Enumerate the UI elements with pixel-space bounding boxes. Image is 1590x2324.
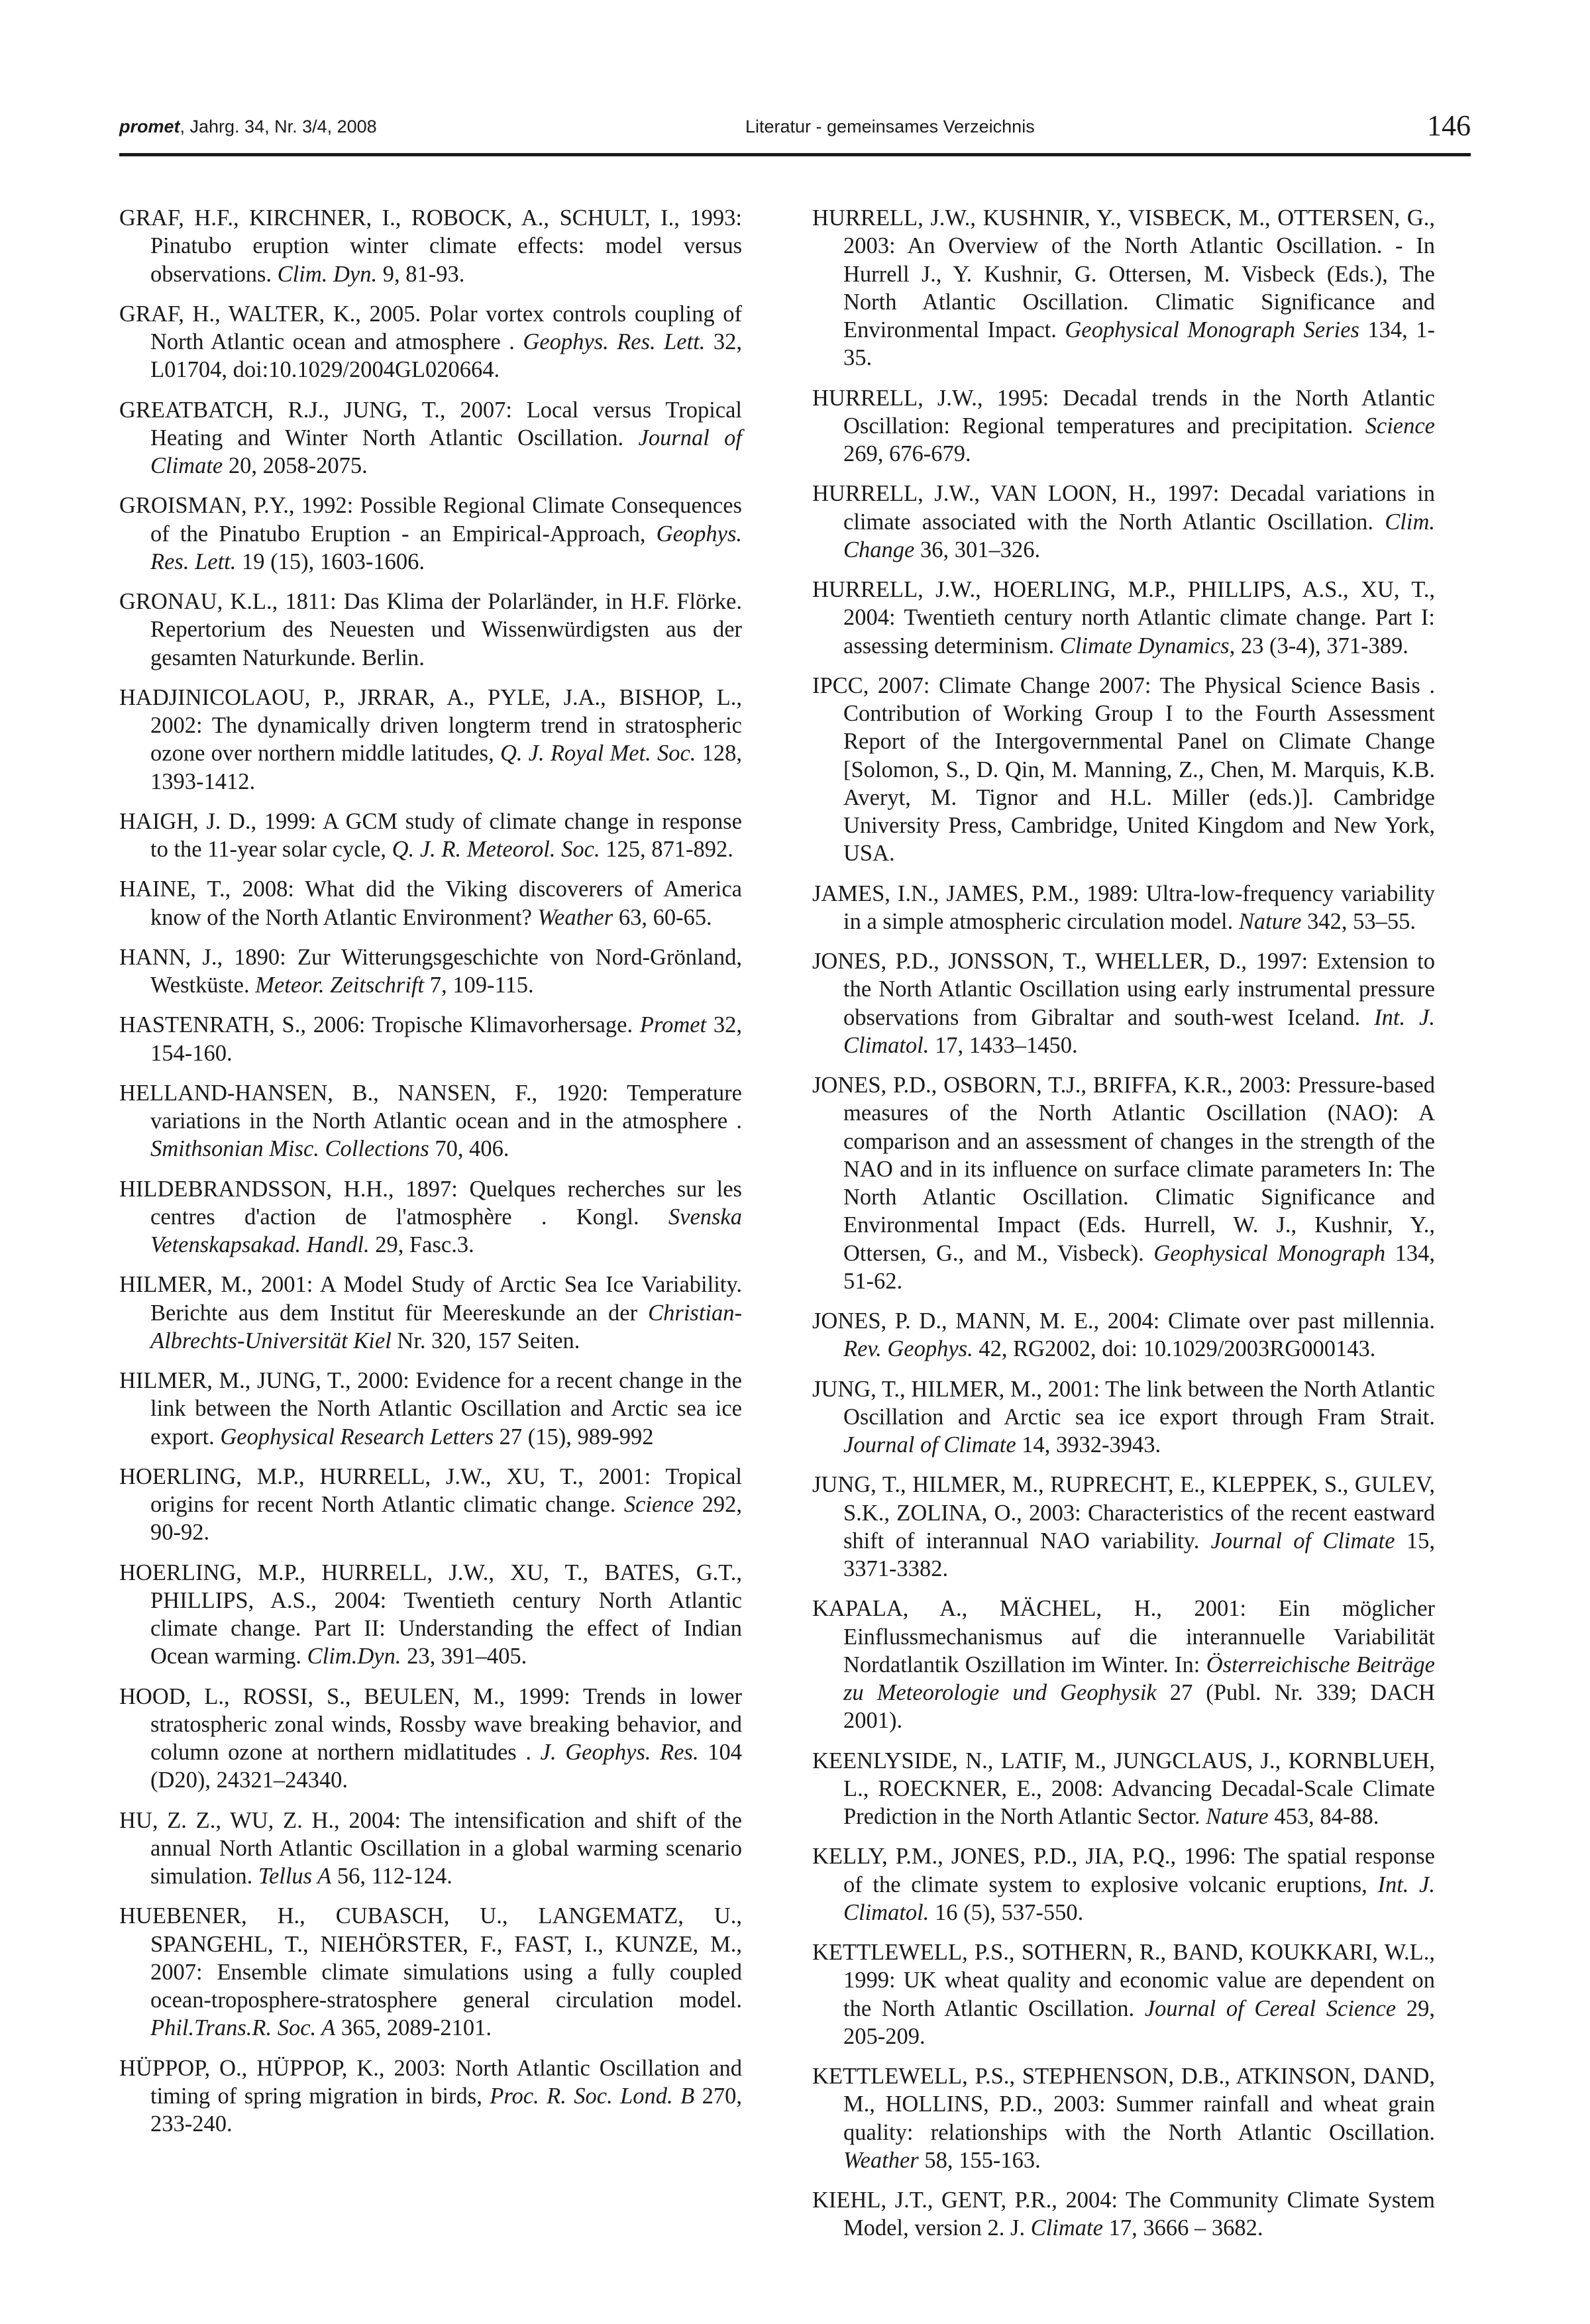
reference-entry [812,2186,1435,2243]
reference-volume-pages: 29, Fasc.3. [369,1232,474,1257]
journal-info [119,117,377,137]
reference-source: Smithsonian Misc. Collections [150,1136,429,1162]
reference-volume-pages: 270, 233-240. [150,2083,743,2137]
reference-source: Science [1365,413,1435,439]
journal-brand: promet [119,117,180,136]
reference-source: Proc. R. Soc. Lond. B [490,2083,695,2109]
reference-entry [119,943,742,1000]
reference-volume-pages: 32, 154-160. [150,1012,743,1066]
reference-source: Int. J. Climatol. [843,1004,1435,1058]
reference-volume-pages: 27 (Publ. Nr. 339; DACH 2001). [843,1680,1435,1734]
reference-volume-pages: 134, 51-62. [843,1240,1436,1294]
reference-entry [119,1011,742,1067]
reference-volume-pages: 56, 112-124. [331,1864,452,1889]
reference-text: GRAF, H., WALTER, K., 2005. Polar vortex controls coupling of North Atlantic ocean and atmosphere . [119,301,742,354]
reference-source: Int. J. Climatol. [843,1872,1435,1925]
reference-volume-pages: 16 (5), 537-550. [929,1899,1084,1925]
reference-text: HURRELL, J.W., KUSHNIR, Y., VISBECK, M., OTTERSEN, G., 2003: An Overview of the North Atlantic Oscillation. - In Hurrell J., Y. Kushnir, G. Ottersen, M. Visbeck (Eds.), The North Atlantic Oscillation. Climatic Significance and Environmental Impact. [812,205,1435,343]
reference-source: Nature [1238,908,1302,934]
reference-entry [812,1938,1435,2050]
reference-volume-pages: 134, 1-35. [843,317,1435,371]
reference-text: JONES, P. D., MANN, M. E., 2004: Climate over past millennia. [812,1308,1435,1334]
reference-volume-pages: 453, 84-88. [1268,1804,1379,1829]
reference-text: JONES, P.D., OSBORN, T.J., BRIFFA, K.R., 2003: Pressure-based measures of the North Atlantic Oscillation (NAO): A comparison and an assessment of changes in the strength of the NAO and in its influence on surface climate parameters In: The North Atlantic Oscillation. Climatic Significance and Environmental Impact (Eds. Hurrell, W. J., Kushnir, Y., Ottersen, G., and M., Visbeck). [812,1073,1435,1266]
reference-volume-pages: 104 (D20), 24321–24340. [150,1740,742,1793]
reference-volume-pages: 15, 3371-3382. [843,1528,1436,1581]
reference-source: Promet [639,1012,707,1038]
reference-text: GREATBATCH, R.J., JUNG, T., 2007: Local versus Tropical Heating and Winter North Atlantic Oscillation. [119,397,742,450]
reference-volume-pages: 292, 90-92. [150,1492,743,1546]
reference-volume-pages: 42, RG2002, doi: 10.1029/2003RG000143. [973,1336,1376,1362]
reference-source: Climate [1030,2215,1103,2241]
reference-text: KEENLYSIDE, N., LATIF, M., JUNGCLAUS, J., KORNBLUEH, L., ROECKNER, E., 2008: Advancing Decadal-Scale Climate Prediction in the North Atlantic Sector. [812,1748,1435,1829]
reference-entry [812,672,1435,868]
reference-volume-pages: , 23 (3-4), 371-389. [1229,633,1408,659]
reference-entry [812,947,1435,1059]
reference-text: HADJINICOLAOU, P., JRRAR, A., PYLE, J.A., BISHOP, L., 2002: The dynamically driven longterm trend in stratospheric ozone over northern middle latitudes, [119,684,742,766]
reference-source: Tellus A [258,1864,332,1889]
reference-entry [119,1079,742,1163]
reference-text: HASTENRATH, S., 2006: Tropische Klimavorhersage. [119,1012,640,1038]
reference-text: HANN, J., 1890: Zur Witterungsgeschichte von Nord-Grönland, Westküste. [119,944,742,998]
reference-text: HAINE, T., 2008: What did the Viking discoverers of America know of the North Atlantic Environment? [119,876,742,930]
reference-volume-pages: 9, 81-93. [377,261,465,287]
reference-text: KIEHL, J.T., GENT, P.R., 2004: The Community Climate System Model, version 2. J. [812,2188,1435,2241]
reference-entry [119,396,742,480]
reference-text: HURRELL, J.W., 1995: Decadal trends in the North Atlantic Oscillation: Regional temperatures and precipitation. [812,385,1435,439]
reference-volume-pages: 32, L01704, doi:10.1029/2004GL020664. [150,329,743,383]
section-title: Literatur - gemeinsames Verzeichnis [745,117,1035,136]
reference-text: HUEBENER, H., CUBASCH, U., LANGEMATZ, U., SPANGEHL, T., NIEHÖRSTER, F., FAST, I., KUNZE, M., 2007: Ensemble climate simulations using a fully coupled ocean-troposphere-stratosphere general circulation model. [119,1903,742,2013]
reference-volume-pages: 17, 3666 – 3682. [1102,2215,1263,2241]
reference-text: HÜPPOP, O., HÜPPOP, K., 2003: North Atlantic Oscillation and timing of spring migration in birds, [119,2055,742,2109]
reference-entry [119,300,742,384]
reference-volume-pages: 20, 2058-2075. [223,453,368,478]
reference-source: Geophys. Res. Lett. [150,521,742,574]
reference-volume-pages: 36, 301–326. [914,537,1041,562]
header-rule [119,153,1471,156]
reference-source: Weather [843,2147,919,2173]
reference-source: Climate Dynamics [1059,633,1230,659]
reference-entry [812,880,1435,936]
reference-text: HURRELL, J.W., VAN LOON, H., 1997: Decadal variations in climate associated with the North Atlantic Oscillation. [812,481,1435,535]
reference-text: HOOD, L., ROSSI, S., BEULEN, M., 1999: Trends in lower stratospheric zonal winds, Rossby wave breaking behavior, and column ozone at northern midlatitudes . [119,1683,742,1765]
reference-source: Science [623,1492,694,1517]
reference-entry [119,2054,742,2139]
reference-entry [812,2062,1435,2174]
reference-entry [812,480,1435,564]
reference-source: Österreichische Beiträge zu Meteorologie und Geophysik [843,1652,1435,1705]
reference-text: KETTLEWELL, P.S., STEPHENSON, D.B., ATKINSON, DAND, M., HOLLINS, P.D., 2003: Summer rainfall and wheat grain quality: relationships with the North Atlantic Oscillation. [812,2064,1435,2145]
reference-source: Geophysical Research Letters [220,1424,494,1450]
reference-entry [812,1595,1435,1734]
reference-entry [812,204,1435,372]
reference-entry [812,1375,1435,1459]
reference-source: Journal of Cereal Science [1144,1995,1397,2021]
reference-text: GRAF, H.F., KIRCHNER, I., ROBOCK, A., SCHULT, I., 1993: Pinatubo eruption winter climate effects: model versus observations. [119,205,742,287]
running-header [119,109,1471,159]
reference-entry [812,576,1435,660]
reference-source: Weather [537,904,613,930]
reference-entry [119,1559,742,1671]
reference-volume-pages: 23, 391–405. [401,1644,527,1669]
reference-entry [812,1471,1435,1583]
reference-source: Clim.Dyn. [307,1644,401,1669]
reference-volume-pages: 63, 60-65. [613,904,712,930]
reference-source: Meteor. Zeitschrift [255,973,425,998]
reference-entry [119,588,742,672]
reference-text: HOERLING, M.P., HURRELL, J.W., XU, T., 2001: Tropical origins for recent North Atlantic climatic change. [119,1463,742,1517]
references-column-right [812,204,1435,2254]
reference-text: IPCC, 2007: Climate Change 2007: The Physical Science Basis . Contribution of Working Group I to the Fourth Assessment Report of the Intergovernmental Panel on Climate Change [Solomon, S., D. Qin, M. Manning, Z., Chen, M. Marquis, K.B. Averyt, M. Tignor and H.L. Miller (eds.)]. Cambridge University Press, Cambridge, United Kingdom and New York, USA. [812,672,1435,867]
reference-source: J. Geophys. Res. [540,1740,699,1765]
reference-text: GRONAU, K.L., 1811: Das Klima der Polarländer, in H.F. Flörke. Repertorium des Neuesten und Wissenwürdigsten aus der gesamten Naturkunde. Berlin. [119,589,742,670]
reference-volume-pages: 365, 2089-2101. [335,2015,492,2041]
reference-volume-pages: 342, 53–55. [1301,908,1416,934]
reference-text: HU, Z. Z., WU, Z. H., 2004: The intensification and shift of the annual North Atlantic Oscillation in a global warming scenario simulation. [119,1807,742,1889]
reference-source: Geophysical Monograph Series [1065,317,1359,343]
reference-source: Journal of Climate [843,1432,1016,1457]
reference-entry [119,492,742,576]
reference-text: HOERLING, M.P., HURRELL, J.W., XU, T., BATES, G.T., PHILLIPS, A.S., 2004: Twentieth century North Atlantic climate change. Part II: Understanding the effect of Indian Ocean warming. [119,1559,742,1669]
reference-text: JAMES, I.N., JAMES, P.M., 1989: Ultra-low-frequency variability in a simple atmospheric circulation model. [812,880,1435,934]
reference-entry [119,1175,742,1259]
reference-source: Phil.Trans.R. Soc. A [150,2015,336,2041]
reference-volume-pages: 14, 3932-3943. [1016,1432,1161,1457]
reference-text: JUNG, T., HILMER, M., 2001: The link between the North Atlantic Oscillation and Arctic sea ice export through Fram Strait. [812,1376,1435,1430]
page-number: 146 [1427,109,1471,142]
reference-entry [812,1307,1435,1363]
reference-text: KELLY, P.M., JONES, P.D., JIA, P.Q., 1996: The spatial response of the climate system to explosive volcanic eruptions, [812,1844,1435,1897]
journal-issue: , Jahrg. 34, Nr. 3/4, 2008 [180,117,377,136]
reference-text: KETTLEWELL, P.S., SOTHERN, R., BAND, KOUKKARI, W.L., 1999: UK wheat quality and economic value are dependent on the North Atlantic Oscillation. [812,1940,1435,2021]
references-column-left [119,204,742,2150]
reference-entry [119,1367,742,1451]
reference-source: Journal of Climate [150,425,742,478]
reference-text: KAPALA, A., MÄCHEL, H., 2001: Ein möglicher Einflussmechanismus auf die interannuelle Variabilität Nordatlantik Oszillation im Winter. In: [812,1596,1435,1677]
reference-volume-pages: 17, 1433–1450. [929,1032,1078,1058]
reference-text: JONES, P.D., JONSSON, T., WHELLER, D., 1997: Extension to the North Atlantic Oscillation using early instrumental pressure observations from Gibraltar and south-west Iceland. [812,949,1435,1030]
reference-entry [812,1747,1435,1831]
reference-text: JUNG, T., HILMER, M., RUPRECHT, E., KLEPPEK, S., GULEV, S.K., ZOLINA, O., 2003: Characteristics of the recent eastward shift of interannual NAO variability. [812,1472,1435,1554]
reference-entry [119,875,742,931]
reference-volume-pages: 7, 109-115. [424,973,534,998]
reference-source: Journal of Climate [1210,1528,1395,1554]
reference-text: HILMER, M., JUNG, T., 2000: Evidence for a recent change in the link between the North Atlantic Oscillation and Arctic sea ice export. [119,1368,742,1450]
reference-entry [119,204,742,288]
reference-entry [119,684,742,796]
reference-entry [119,1463,742,1547]
reference-entry [812,1071,1435,1295]
reference-source: Clim. Change [843,509,1435,562]
reference-entry [119,808,742,864]
reference-source: Christian-Albrechts-Universität Kiel [150,1300,742,1353]
reference-text: HURRELL, J.W., HOERLING, M.P., PHILLIPS, A.S., XU, T., 2004: Twentieth century north Atlantic climate change. Part I: assessing determinism. [812,577,1435,659]
reference-text: GROISMAN, P.Y., 1992: Possible Regional Climate Consequences of the Pinatubo Eruption - an Empirical-Approach, [119,493,742,547]
reference-source: Geophysical Monograph [1153,1240,1386,1266]
reference-text: HILMER, M., 2001: A Model Study of Arctic Sea Ice Variability. Berichte aus dem Institut für Meereskunde an der [119,1272,742,1326]
reference-text: HAIGH, J. D., 1999: A GCM study of climate change in response to the 11-year solar cycle, [119,808,742,862]
reference-entry [812,1842,1435,1927]
reference-entry [119,1902,742,2042]
reference-volume-pages: 27 (15), 989-992 [494,1424,654,1450]
reference-source: Clim. Dyn. [277,261,378,287]
reference-volume-pages: 29, 205-209. [843,1995,1435,2049]
reference-text: HILDEBRANDSSON, H.H., 1897: Quelques recherches sur les centres d'action de l'atmosphère . Kongl. [119,1176,742,1230]
reference-volume-pages: 269, 676-679. [843,441,971,466]
reference-source: Q. J. Royal Met. Soc. [500,741,696,766]
reference-volume-pages: 70, 406. [429,1136,509,1162]
reference-volume-pages: 58, 155-163. [918,2147,1041,2173]
reference-source: Nature [1206,1804,1269,1829]
reference-volume-pages: 19 (15), 1603-1606. [236,549,425,574]
reference-source: Rev. Geophys. [843,1336,973,1362]
reference-text: HELLAND-HANSEN, B., NANSEN, F., 1920: Temperature variations in the North Atlantic ocean and in the atmosphere . [119,1080,742,1134]
reference-source: Geophys. Res. Lett. [523,329,706,354]
reference-source: Svenska Vetenskapsakad. Handl. [150,1204,742,1257]
reference-volume-pages: 128, 1393-1412. [150,741,743,794]
reference-volume-pages: 125, 871-892. [600,837,733,862]
reference-source: Q. J. R. Meteorol. Soc. [392,837,600,862]
reference-entry [119,1271,742,1355]
reference-volume-pages: Nr. 320, 157 Seiten. [391,1328,580,1353]
reference-entry [812,384,1435,468]
reference-entry [119,1683,742,1795]
reference-entry [119,1807,742,1891]
